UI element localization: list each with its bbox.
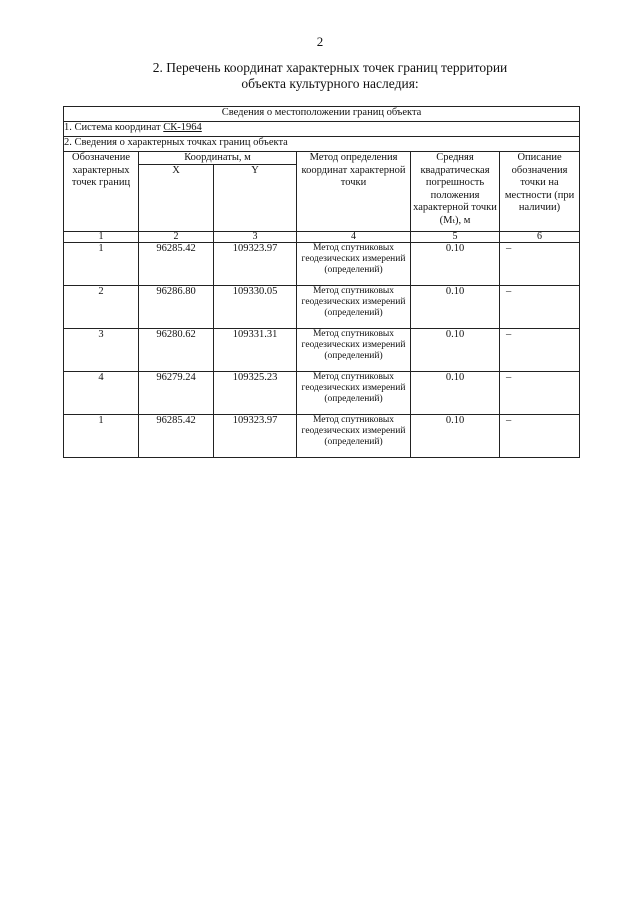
points-section-row: 2. Сведения о характерных точках границ объекта <box>64 137 580 152</box>
coord-y: 109323.97 <box>214 415 297 458</box>
description: – <box>500 286 580 329</box>
col-header-method: Метод определения координат характерной точки <box>297 152 411 232</box>
accuracy: 0.10 <box>411 243 500 286</box>
coord-x: 96286.80 <box>139 286 214 329</box>
title-line-2: объекта культурного наследия: <box>241 76 419 91</box>
accuracy: 0.10 <box>411 372 500 415</box>
accuracy: 0.10 <box>411 329 500 372</box>
coordinate-system-row <box>64 122 580 137</box>
point-id: 3 <box>64 329 139 372</box>
description: – <box>500 329 580 372</box>
coord-x: 96285.42 <box>139 243 214 286</box>
column-number: 1 <box>64 232 139 243</box>
table-row <box>64 286 580 329</box>
description: – <box>500 243 580 286</box>
col-header-coordinates: Координаты, м <box>139 152 297 165</box>
coord-y: 109323.97 <box>214 243 297 286</box>
accuracy: 0.10 <box>411 286 500 329</box>
col-header-accuracy: Средняя квадратическая погрешность положения характерной точки (Мₜ), м <box>411 152 500 232</box>
coord-x: 96280.62 <box>139 329 214 372</box>
accuracy: 0.10 <box>411 415 500 458</box>
column-number: 5 <box>411 232 500 243</box>
coordinates-table <box>63 106 580 458</box>
coord-y: 109330.05 <box>214 286 297 329</box>
table-row <box>64 372 580 415</box>
description: – <box>500 372 580 415</box>
column-number: 2 <box>139 232 214 243</box>
method: Метод спутниковых геодезических измерений (определений) <box>297 286 411 329</box>
coord-x: 96285.42 <box>139 415 214 458</box>
table-row <box>64 243 580 286</box>
method: Метод спутниковых геодезических измерений (определений) <box>297 372 411 415</box>
col-header-description: Описание обозначения точки на местности (при наличии) <box>500 152 580 232</box>
method: Метод спутниковых геодезических измерений (определений) <box>297 329 411 372</box>
col-header-designation: Обозначение характерных точек границ <box>64 152 139 232</box>
column-number: 6 <box>500 232 580 243</box>
col-header-x: X <box>139 165 214 232</box>
coordinate-system-value: СК-1964 <box>163 122 202 133</box>
table-row <box>64 329 580 372</box>
column-number: 4 <box>297 232 411 243</box>
table-row <box>64 415 580 458</box>
point-id: 1 <box>64 243 139 286</box>
column-numbers-row <box>64 232 580 243</box>
coordinate-system-label: 1. Система координат <box>64 122 164 133</box>
point-id: 2 <box>64 286 139 329</box>
point-id: 4 <box>64 372 139 415</box>
col-header-y: Y <box>214 165 297 232</box>
document-title <box>100 60 560 92</box>
title-line-1: 2. Перечень координат характерных точек границ территории <box>152 60 508 75</box>
coord-y: 109331.31 <box>214 329 297 372</box>
method: Метод спутниковых геодезических измерений (определений) <box>297 243 411 286</box>
coord-y: 109325.23 <box>214 372 297 415</box>
description: – <box>500 415 580 458</box>
method: Метод спутниковых геодезических измерений (определений) <box>297 415 411 458</box>
point-id: 1 <box>64 415 139 458</box>
table-header: Сведения о местоположении границ объекта <box>64 107 580 122</box>
column-number: 3 <box>214 232 297 243</box>
coord-x: 96279.24 <box>139 372 214 415</box>
page-number: 2 <box>316 34 324 49</box>
